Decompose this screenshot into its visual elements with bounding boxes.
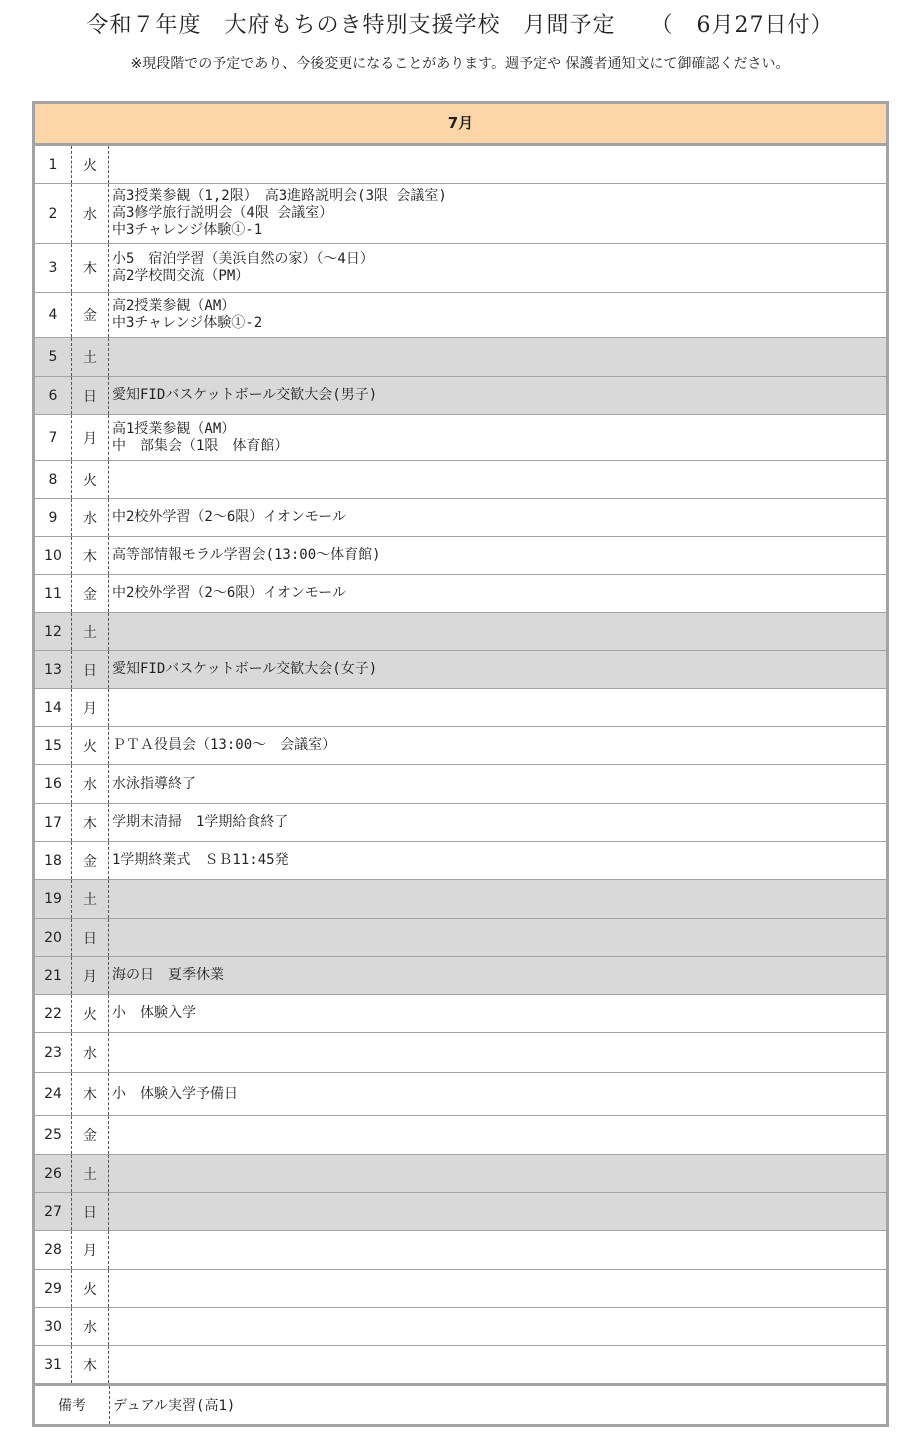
event-line: 高2授業参観（AM） xyxy=(112,298,236,314)
day-number: 18 xyxy=(35,842,72,879)
day-of-week: 水 xyxy=(72,184,109,243)
event-line: 小 体験入学予備日 xyxy=(112,1085,238,1102)
event-line: 小 体験入学 xyxy=(112,1005,196,1021)
day-events xyxy=(109,842,886,879)
day-of-week: 月 xyxy=(72,957,109,994)
day-number: 2 xyxy=(35,184,72,243)
day-of-week: 木 xyxy=(72,804,109,841)
day-number: 8 xyxy=(35,461,72,498)
day-of-week: 金 xyxy=(72,293,109,337)
day-number: 31 xyxy=(35,1346,72,1383)
event-line: 学期末清掃 1学期給食終了 xyxy=(112,814,289,830)
day-events xyxy=(109,575,886,612)
day-events xyxy=(109,727,886,764)
day-events xyxy=(109,293,886,337)
day-events xyxy=(109,1116,886,1154)
day-of-week: 月 xyxy=(72,1231,109,1269)
schedule-rows xyxy=(35,146,886,1384)
day-of-week: 月 xyxy=(72,415,109,460)
day-number: 15 xyxy=(35,727,72,764)
day-number: 23 xyxy=(35,1033,72,1072)
schedule-row xyxy=(35,727,886,765)
schedule-row xyxy=(35,377,886,415)
day-of-week: 日 xyxy=(72,651,109,688)
day-of-week: 水 xyxy=(72,499,109,536)
day-events xyxy=(109,613,886,650)
schedule-row xyxy=(35,244,886,293)
day-of-week: 土 xyxy=(72,1155,109,1192)
day-of-week: 月 xyxy=(72,689,109,726)
day-number: 4 xyxy=(35,293,72,337)
day-of-week: 水 xyxy=(72,1308,109,1345)
page-subtitle-note: ※現段階での予定であり、今後変更になることがあります。週予定や 保護者通知文にて御確認ください。 xyxy=(130,56,790,72)
schedule-row xyxy=(35,415,886,461)
day-events xyxy=(109,338,886,376)
day-of-week: 木 xyxy=(72,1346,109,1383)
day-events xyxy=(109,537,886,574)
day-events xyxy=(109,415,886,460)
day-events xyxy=(109,1193,886,1230)
day-number: 30 xyxy=(35,1308,72,1345)
schedule-row xyxy=(35,957,886,995)
day-number: 29 xyxy=(35,1270,72,1307)
day-of-week: 金 xyxy=(72,842,109,879)
day-number: 25 xyxy=(35,1116,72,1154)
schedule-row xyxy=(35,1116,886,1155)
event-line: 高2学校間交流（PM） xyxy=(112,268,250,284)
day-events xyxy=(109,689,886,726)
day-events xyxy=(109,1073,886,1115)
schedule-row xyxy=(35,842,886,880)
event-line: 高3修学旅行説明会（4限 会議室） xyxy=(112,205,334,221)
day-of-week: 水 xyxy=(72,1033,109,1072)
day-of-week: 火 xyxy=(72,146,109,183)
schedule-row xyxy=(35,575,886,613)
schedule-row xyxy=(35,146,886,184)
schedule-row xyxy=(35,1231,886,1270)
day-events xyxy=(109,499,886,536)
schedule-row xyxy=(35,919,886,957)
event-line: 1学期終業式 ＳＢ11:45発 xyxy=(112,852,289,868)
day-of-week: 土 xyxy=(72,338,109,376)
schedule-row xyxy=(35,804,886,842)
day-of-week: 金 xyxy=(72,575,109,612)
schedule-row xyxy=(35,1033,886,1073)
notes-label: 備考 xyxy=(35,1386,110,1424)
schedule-row xyxy=(35,1073,886,1116)
day-events xyxy=(109,1155,886,1192)
day-of-week: 日 xyxy=(72,1193,109,1230)
event-line: 海の日 夏季休業 xyxy=(112,967,224,983)
day-number: 11 xyxy=(35,575,72,612)
event-line: 小5 宿泊学習（美浜自然の家）（～4日） xyxy=(112,251,374,267)
day-events xyxy=(109,919,886,956)
schedule-row xyxy=(35,537,886,575)
day-events xyxy=(109,1270,886,1307)
event-line: 中3チャレンジ体験①-1 xyxy=(112,222,263,238)
day-number: 16 xyxy=(35,765,72,803)
day-of-week: 火 xyxy=(72,461,109,498)
day-events xyxy=(109,880,886,918)
day-events xyxy=(109,146,886,183)
day-of-week: 金 xyxy=(72,1116,109,1154)
day-number: 27 xyxy=(35,1193,72,1230)
monthly-schedule-table xyxy=(32,101,889,1427)
day-number: 3 xyxy=(35,244,72,292)
day-of-week: 土 xyxy=(72,613,109,650)
day-number: 1 xyxy=(35,146,72,183)
schedule-row xyxy=(35,184,886,244)
schedule-row xyxy=(35,461,886,499)
event-line: 高等部情報モラル学習会(13:00～体育館) xyxy=(112,547,381,563)
schedule-row xyxy=(35,995,886,1033)
day-number: 17 xyxy=(35,804,72,841)
event-line: 高3授業参観（1,2限） 高3進路説明会(3限 会議室) xyxy=(112,188,447,204)
day-number: 28 xyxy=(35,1231,72,1269)
notes-value: デュアル実習(高1) xyxy=(113,1398,236,1414)
day-of-week: 水 xyxy=(72,765,109,803)
page-title: 令和７年度 大府もちのき特別支援学校 月間予定 （ 6月27日付） xyxy=(86,13,834,38)
schedule-row xyxy=(35,499,886,537)
day-of-week: 木 xyxy=(72,244,109,292)
day-number: 19 xyxy=(35,880,72,918)
day-of-week: 木 xyxy=(72,1073,109,1115)
event-line: ＰＴＡ役員会（13:00～ 会議室） xyxy=(112,737,337,753)
schedule-row xyxy=(35,1193,886,1231)
day-events xyxy=(109,804,886,841)
day-number: 14 xyxy=(35,689,72,726)
day-events xyxy=(109,1231,886,1269)
day-events xyxy=(109,377,886,414)
schedule-row xyxy=(35,765,886,804)
day-events xyxy=(109,461,886,498)
day-number: 5 xyxy=(35,338,72,376)
event-line: 愛知FIDバスケットボール交歓大会(女子) xyxy=(112,661,378,677)
schedule-row xyxy=(35,689,886,727)
schedule-row xyxy=(35,1308,886,1346)
event-line: 中 部集会（1限 体育館） xyxy=(112,437,289,454)
event-line: 中3チャレンジ体験①-2 xyxy=(112,315,263,331)
day-events xyxy=(109,244,886,292)
schedule-row xyxy=(35,1155,886,1193)
day-events xyxy=(109,995,886,1032)
day-of-week: 火 xyxy=(72,727,109,764)
schedule-row xyxy=(35,651,886,689)
day-number: 10 xyxy=(35,537,72,574)
event-line: 中2校外学習（2～6限）イオンモール xyxy=(112,509,347,525)
day-number: 9 xyxy=(35,499,72,536)
day-number: 24 xyxy=(35,1073,72,1115)
schedule-row xyxy=(35,613,886,651)
day-number: 22 xyxy=(35,995,72,1032)
day-of-week: 日 xyxy=(72,919,109,956)
month-header: 7月 xyxy=(35,104,886,146)
day-of-week: 木 xyxy=(72,537,109,574)
day-of-week: 火 xyxy=(72,1270,109,1307)
day-events xyxy=(109,765,886,803)
day-events xyxy=(109,1308,886,1345)
schedule-row xyxy=(35,1270,886,1308)
day-number: 21 xyxy=(35,957,72,994)
day-events xyxy=(109,957,886,994)
day-number: 26 xyxy=(35,1155,72,1192)
day-events xyxy=(109,651,886,688)
event-line: 高1授業参観（AM） xyxy=(112,420,236,437)
day-number: 7 xyxy=(35,415,72,460)
day-number: 13 xyxy=(35,651,72,688)
event-line: 中2校外学習（2～6限）イオンモール xyxy=(112,585,347,601)
day-of-week: 土 xyxy=(72,880,109,918)
schedule-row xyxy=(35,880,886,919)
event-line: 水泳指導終了 xyxy=(112,775,196,792)
schedule-row xyxy=(35,1346,886,1384)
day-events xyxy=(109,184,886,243)
day-number: 6 xyxy=(35,377,72,414)
day-number: 12 xyxy=(35,613,72,650)
schedule-row xyxy=(35,338,886,377)
event-line: 愛知FIDバスケットボール交歓大会(男子) xyxy=(112,387,378,403)
day-events xyxy=(109,1033,886,1072)
day-of-week: 日 xyxy=(72,377,109,414)
day-of-week: 火 xyxy=(72,995,109,1032)
day-events xyxy=(109,1346,886,1383)
notes-row xyxy=(35,1384,886,1424)
day-number: 20 xyxy=(35,919,72,956)
schedule-row xyxy=(35,293,886,338)
